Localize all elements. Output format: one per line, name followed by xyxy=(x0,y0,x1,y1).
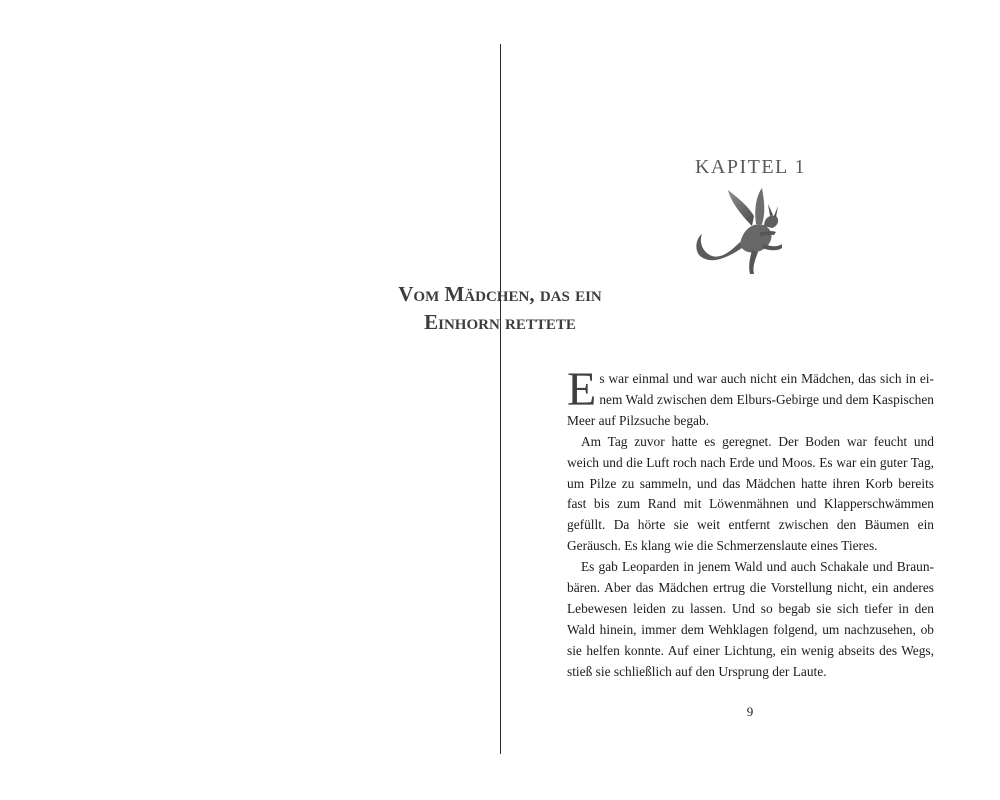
paragraph-2: Am Tag zuvor hatte es geregnet. Der Boden war feucht und weich und die Luft roch nach Erde und Moos. Es war ein guter Tag, um Pilze zu sammeln, und das Mädchen hatte ihren Korb bereits fast bis zum Rand mit Löwenmähnen und Klapperschwämmen gefüllt. Da hörte sie weit entfernt zwischen den Bäumen ein Geräusch. Es klang wie die Schmerzenslaute eines Tieres. xyxy=(567,433,934,554)
paragraph-1 xyxy=(567,363,934,432)
chapter-body-text xyxy=(567,363,934,683)
paragraph-3: Es gab Leoparden in jenem Wald und auch Schakale und Braunbären. Aber das Mädchen ertrug die Vorstellung nicht, ein anderes Lebewesen leiden zu lassen. Und so begab sie sich tiefer in den Wald hinein, immer dem Wehklagen folgend, um nachzusehen, ob sie helfen konnte. Auf einer Lichtung, ein wenig abseits des Wegs, stieß sie schließlich auf den Ursprung der Laute. xyxy=(567,559,934,679)
paragraph-1-text: s war einmal und war auch nicht ein Mädchen, das sich in einem Wald zwischen dem Elburs-Gebirge und dem Kaspischen Meer auf Pilzsuche begab. xyxy=(567,371,934,428)
drop-cap: E xyxy=(567,363,597,416)
chapter-title-line-1: Vom Mädchen, das ein xyxy=(398,282,602,306)
chapter-title-line-2: Einhorn rettete xyxy=(424,310,576,334)
dragon-illustration-icon xyxy=(690,186,790,278)
page-number: 9 xyxy=(746,704,754,719)
chapter-title xyxy=(0,280,1000,336)
chapter-label: KAPITEL 1 xyxy=(694,156,807,178)
